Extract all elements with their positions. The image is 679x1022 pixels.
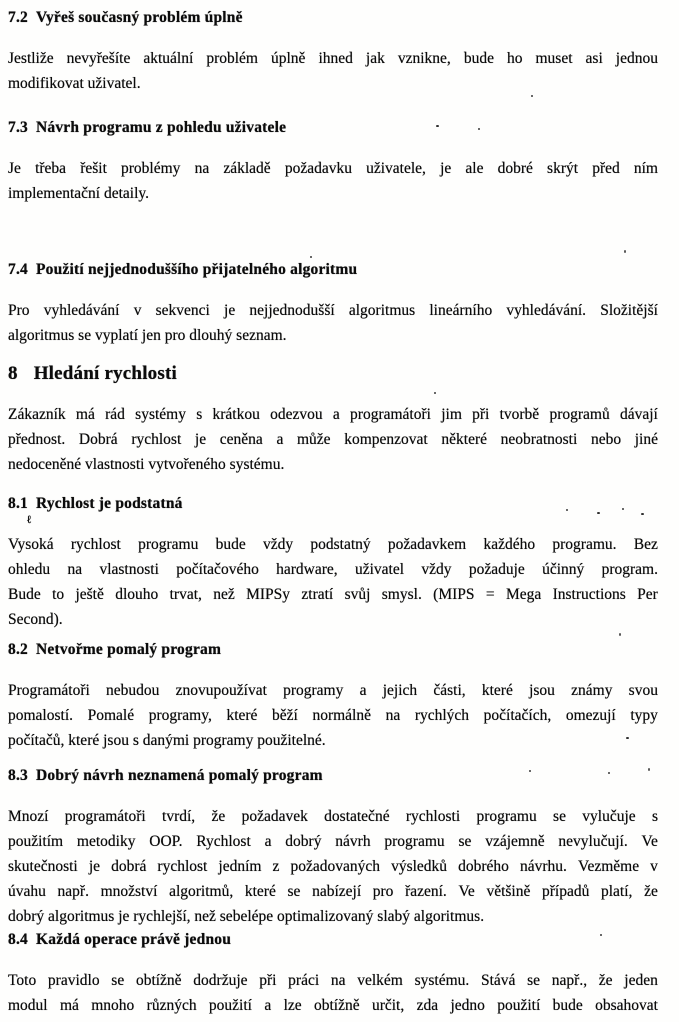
word: počítačového [176,561,259,578]
section-title: Použití nejjednoduššího přijatelného algoritmu [35,261,358,278]
word: obsahovat [595,997,658,1014]
word: požadovaných [290,858,381,875]
word: použití [208,997,252,1014]
scan-noise-speck [566,509,568,511]
word: většině [486,883,531,900]
section-title: Návrh programu z pohledu uživatele [35,119,287,136]
word: které [481,682,513,699]
word: úplně [270,50,306,67]
word: jeden [624,972,658,989]
word: Vysoká [8,536,54,553]
word: ho [506,50,523,67]
text-line [8,854,658,879]
word: a [332,406,340,423]
word: sekvenci [155,302,210,319]
word: vznikne, [397,50,451,67]
word: programu [384,833,445,850]
word: vzájemně [485,833,545,850]
word: může [297,431,331,448]
word: skutečnosti [8,858,78,875]
word: to [52,586,65,603]
word: obtížně [313,997,360,1014]
word: vždy [421,561,452,578]
word: odezvou [270,406,323,423]
word: Bez [633,536,658,553]
word: které [244,883,276,900]
word: požadavkem [387,536,467,553]
scan-noise-speck [310,256,312,258]
text-line [8,582,658,607]
word: má [59,997,79,1014]
text-line: modifikovat uživatel. [8,75,141,92]
word: platí, [601,883,633,900]
word: a [264,997,272,1014]
word: je [194,431,207,448]
word: ohledu [8,561,51,578]
word: nebudou [106,682,160,699]
word: Ve [641,833,658,850]
text-line [8,703,658,728]
section-heading [8,640,658,660]
word: že [644,883,658,900]
word: Vezměme [577,858,640,875]
scan-noise-speck [600,934,602,936]
section-number: 8.1 [8,495,28,512]
word: dobrého [458,858,509,875]
word: programu [138,536,199,553]
word: vlastnosti [99,561,159,578]
word: programy [283,682,344,699]
word: Pomalé [87,707,135,724]
word: návrh [335,833,371,850]
chapter-heading [8,362,658,386]
word: se [553,808,566,825]
section-number: 7.2 [8,9,28,26]
word: rychlost [157,858,208,875]
text-line [8,993,658,1018]
word: pravidlo [47,972,100,989]
section-paragraph [8,532,658,632]
section-heading [8,494,658,514]
word: běží [272,707,298,724]
text-line [8,804,658,829]
word: program. [601,561,658,578]
word: třeba [35,160,67,177]
section-heading [8,930,658,950]
word: asi [585,50,603,67]
section-title: Vyřeš současný problém úplně [35,9,243,26]
section-number: 8.4 [8,931,28,948]
word: použitím [8,833,64,850]
word: lineárního [429,302,493,319]
word: MIPSy [246,586,291,603]
word: např., [551,972,588,989]
scan-noise-speck [608,772,610,774]
word: nevylučují. [558,833,628,850]
word: každého [483,536,536,553]
word: jednou [615,50,658,67]
section-number: 8 [8,363,18,384]
word: rychlých [414,707,470,724]
word: a [359,682,367,699]
word: některé [441,431,488,448]
word: ještě [75,586,104,603]
text-line: algoritmus se vyplatí jen pro dlouhý seznam. [8,327,287,344]
word: Stává [480,972,516,989]
word: známy [571,682,613,699]
word: dostatečné [324,808,390,825]
word: práci [288,972,320,989]
section-number: 7.3 [8,119,28,136]
word: počítačích, [483,707,552,724]
word: rychlost [70,536,121,553]
section-heading [8,118,658,138]
section-8-2 [8,640,658,753]
text-line [8,879,658,904]
word: dobrá [111,858,147,875]
word: skrýt [547,160,579,177]
section-7-2 [8,8,658,96]
word: bude [463,50,494,67]
scan-noise-speck [434,392,436,394]
word: se [527,972,541,989]
word: hardware, [276,561,338,578]
word: velkém [357,972,403,989]
word: má [75,406,95,423]
word: množství [100,883,158,900]
section-number: 8.3 [8,767,28,784]
word: programu [476,808,537,825]
word: že [211,808,226,825]
word: smysl. [381,586,422,603]
word: s [651,808,658,825]
word: Toto [8,972,37,989]
word: dobrý [285,833,322,850]
scan-noise-speck [624,250,626,253]
section-paragraph [8,402,658,477]
scan-noise-speck [531,95,533,97]
word: normálně [312,707,371,724]
text-line [8,298,658,323]
text-line [8,557,658,582]
word: metodiky [76,833,136,850]
word: se [111,972,125,989]
section-heading [8,766,658,786]
text-line [8,532,658,557]
word: neobratnosti [500,431,578,448]
word: vždy [262,536,294,553]
word: které [226,707,258,724]
section-heading [8,260,658,280]
word: např. [57,883,89,900]
word: a [276,431,284,448]
word: omezují [565,707,616,724]
section-title: Dobrý návrh neznamená pomalý program [35,767,323,784]
word: z [272,858,280,875]
word: algoritmů, [169,883,234,900]
stray-ink-mark: ℓ [27,514,32,526]
word: v [650,858,658,875]
word: dobré [497,160,533,177]
section-number: 8.2 [8,641,28,658]
word: různých [146,997,197,1014]
word: jak [365,50,385,67]
word: jsou [529,682,555,699]
word: uživatel [354,561,405,578]
word: základě [223,160,271,177]
word: nabízejí [312,883,362,900]
word: ihned [318,50,353,67]
section-paragraph [8,46,658,96]
word: před [592,160,620,177]
word: programů [549,406,610,423]
section-8-3 [8,766,658,929]
section-paragraph [8,678,658,753]
word: úvahu [8,883,46,900]
word: typy [630,707,658,724]
word: modul [8,997,48,1014]
word: OOP. [149,833,183,850]
word: problém [206,50,258,67]
word: programátoři [64,808,146,825]
word: Bude [8,586,41,603]
text-line [8,402,658,427]
word: řazení. [405,883,447,900]
word: Složitější [600,302,658,319]
word: než [213,586,235,603]
word: systémy [135,406,186,423]
word: = [485,586,495,603]
word: Jestliže [8,50,54,67]
word: ale [465,160,484,177]
text-line [8,427,658,452]
word: na [194,160,210,177]
section-paragraph [8,804,658,929]
scan-noise-speck [622,508,624,510]
word: programy, [148,707,212,724]
word: Mega [505,586,542,603]
scan-noise-speck [529,770,531,772]
word: vyhledávání [43,302,120,319]
word: kompenzovat [344,431,428,448]
word: je [440,160,452,177]
word: dlouho [115,586,159,603]
text-line [8,156,658,181]
word: obtížně [135,972,182,989]
section-title: Hledání rychlosti [33,363,177,384]
word: je [224,302,236,319]
word: aktuální [143,50,194,67]
word: znovupoužívat [175,682,267,699]
word: Per [637,586,658,603]
word: případů [542,883,590,900]
word: na [330,972,346,989]
scan-noise-speck [597,512,600,514]
word: řešit [80,160,107,177]
scan-noise-speck [648,768,650,771]
text-line: implementační detaily. [8,185,150,202]
word: tvrdí, [162,808,196,825]
word: přednost. [8,431,66,448]
word: požadavku [284,160,352,177]
word: ním [633,160,658,177]
word: jedno [450,997,485,1014]
word: krátkou [212,406,260,423]
word: vyhledávání. [506,302,587,319]
word: požadavek [241,808,308,825]
word: pomalostí. [8,707,74,724]
section-7-3 [8,118,658,206]
word: Zákazník [8,406,66,423]
word: lze [283,997,302,1014]
word: pro [372,883,394,900]
text-line: Second). [8,611,63,628]
section-title: Rychlost je podstatná [35,495,183,512]
word: rychlosti [405,808,461,825]
word: návrhu. [519,858,567,875]
section-8-4 [8,930,658,1018]
section-number: 7.4 [8,261,28,278]
scan-noise-speck [619,633,621,636]
word: jim [441,406,462,423]
word: nevyřešíte [66,50,131,67]
word: nejjednodušší [249,302,335,319]
text-line [8,968,658,993]
word: ceněna [219,431,263,448]
word: zda [416,997,439,1014]
word: podstatný [310,536,371,553]
section-8-1 [8,494,658,632]
text-line [8,46,658,71]
word: tvorbě [499,406,540,423]
word: nebo [590,431,622,448]
text-line [8,678,658,703]
word: při [259,972,277,989]
word: Dobrá [78,431,118,448]
text-line [8,829,658,854]
scan-noise-speck [641,513,644,515]
word: algoritmus [348,302,416,319]
text-line: dobrý algoritmus je rychlejší, než sebelépe optimalizovaný slabý algoritmus. [8,908,485,925]
word: výsledků [391,858,448,875]
word: jejich [382,682,418,699]
word: části, [433,682,466,699]
word: požaduje [468,561,525,578]
section-title: Netvořme pomalý program [35,641,222,658]
word: mnoho [91,997,135,1014]
word: Rychlost [196,833,251,850]
word: rád [105,406,125,423]
word: je [88,858,100,875]
word: Instructions [552,586,626,603]
section-8 [8,362,658,477]
word: se [458,833,472,850]
word: a [264,833,272,850]
word: trvat, [169,586,202,603]
word: Pro [8,302,30,319]
word: Programátoři [8,682,90,699]
word: svou [628,682,658,699]
word: svůj [344,586,371,603]
word: programu. [552,536,617,553]
word: uživatele, [366,160,426,177]
word: se [287,883,301,900]
section-7-4 [8,260,658,348]
word: dodržuje [193,972,248,989]
word: bude [215,536,246,553]
word: dávají [619,406,658,423]
scan-noise-speck [626,737,629,739]
word: Je [8,160,21,177]
word: problémy [121,160,181,177]
section-paragraph [8,968,658,1018]
text-line: nedoceněné vlastnosti vytvořeného systému. [8,456,285,473]
word: programátoři [350,406,431,423]
word: vylučuje [582,808,636,825]
word: určit, [371,997,405,1014]
word: s [196,406,203,423]
section-paragraph [8,156,658,206]
word: při [472,406,490,423]
word: bude [552,997,583,1014]
word: Mnozí [8,808,49,825]
scan-noise-speck [478,128,480,130]
word: muset [535,50,573,67]
scan-noise-speck [436,125,439,127]
word: jedním [218,858,262,875]
word: v [133,302,142,319]
section-heading [8,8,658,28]
word: systému. [414,972,470,989]
word: Ve [458,883,475,900]
word: jiné [634,431,658,448]
word: použití [497,997,541,1014]
word: (MIPS [433,586,475,603]
word: účinný [542,561,585,578]
word: na [67,561,83,578]
section-paragraph [8,298,658,348]
text-line: počítačů, které jsou s danými programy použitelné. [8,732,326,749]
word: na [385,707,401,724]
section-title: Každá operace právě jednou [35,931,232,948]
word: že [598,972,613,989]
word: ztratí [301,586,334,603]
word: rychlost [131,431,182,448]
